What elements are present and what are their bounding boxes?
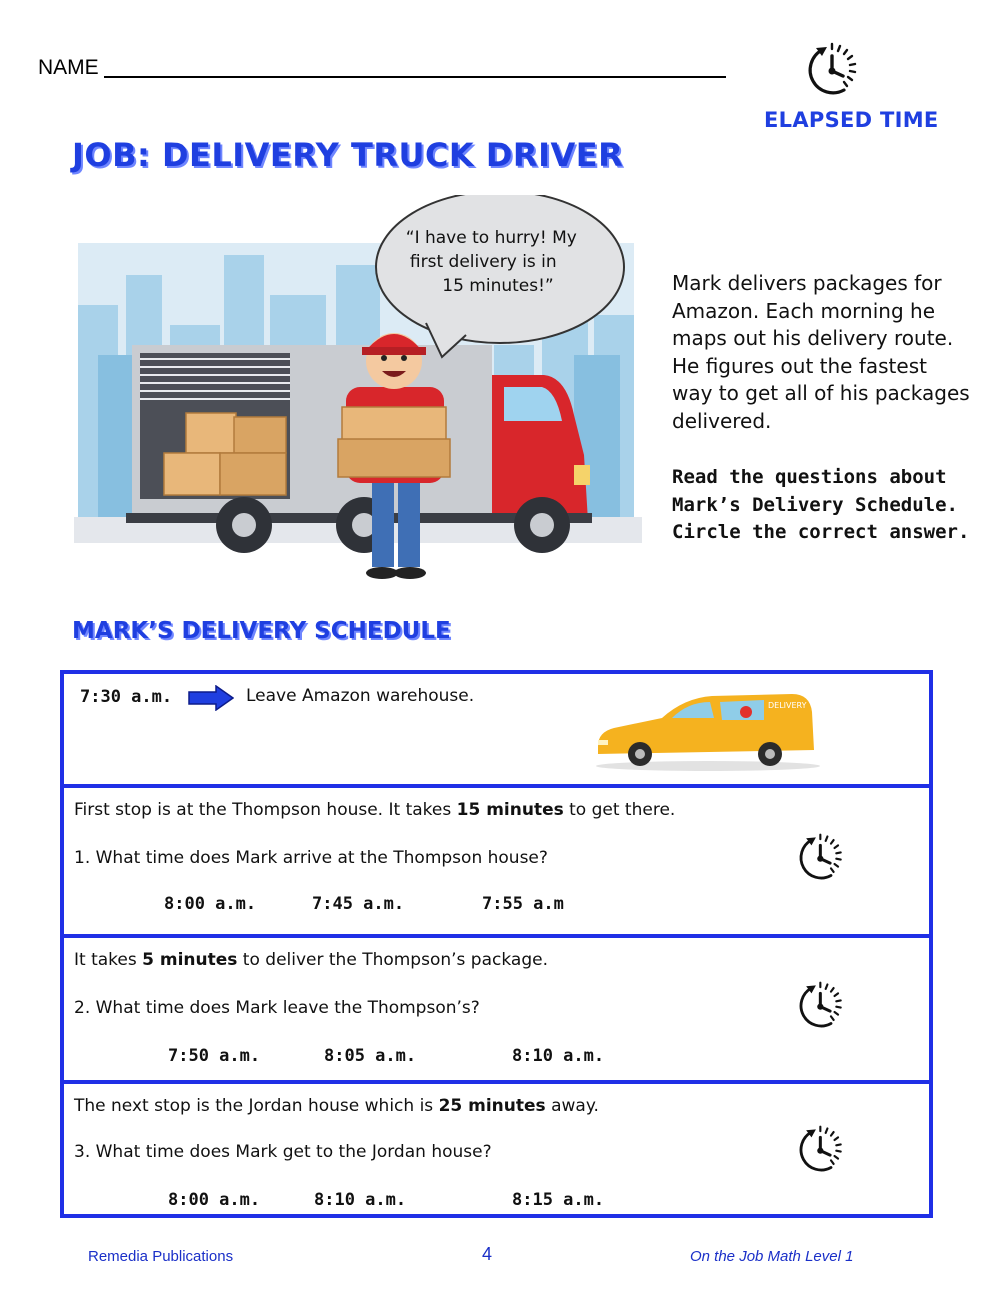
answer-option[interactable]: 7:50 a.m. bbox=[168, 1046, 261, 1066]
name-line[interactable] bbox=[104, 76, 726, 78]
delivery-van-icon bbox=[592, 688, 824, 772]
clock-icon bbox=[792, 828, 854, 884]
speech-line-3: 15 minutes!” bbox=[442, 276, 554, 296]
clock-icon bbox=[800, 38, 870, 98]
arrow-right-icon bbox=[188, 685, 234, 711]
schedule-table bbox=[60, 670, 933, 1218]
question-statement: The next stop is the Jordan house which is 25 minutes away. bbox=[74, 1096, 599, 1116]
intro-paragraph: Mark delivers packages for Amazon. Each morning he maps out his delivery route. He figures out the fastest way to get all of his packages delivered. bbox=[672, 271, 970, 433]
schedule-question-row bbox=[64, 788, 929, 938]
delivery-truck-illustration bbox=[74, 195, 642, 590]
schedule-start-row bbox=[64, 674, 929, 788]
question-statement: It takes 5 minutes to deliver the Thompson’s package. bbox=[74, 950, 548, 970]
answer-option[interactable]: 8:10 a.m. bbox=[314, 1190, 407, 1210]
topic-title: ELAPSED TIME bbox=[764, 108, 939, 132]
footer-series: On the Job Math Level 1 bbox=[690, 1248, 854, 1265]
answer-option[interactable]: 8:10 a.m. bbox=[512, 1046, 605, 1066]
footer-publisher: Remedia Publications bbox=[88, 1248, 234, 1265]
instructions: Read the questions about Mark’s Delivery Schedule. Circle the correct answer. bbox=[672, 466, 970, 543]
answer-option[interactable]: 8:15 a.m. bbox=[512, 1190, 605, 1210]
start-text: Leave Amazon warehouse. bbox=[246, 686, 475, 706]
speech-line-1: “I have to hurry! My bbox=[405, 228, 577, 248]
question-text: 1. What time does Mark arrive at the Thompson house? bbox=[74, 848, 548, 868]
answer-option[interactable]: 8:00 a.m. bbox=[168, 1190, 261, 1210]
schedule-question-row bbox=[64, 1084, 929, 1214]
clock-icon bbox=[792, 976, 854, 1032]
start-time: 7:30 a.m. bbox=[80, 687, 173, 707]
answer-option[interactable]: 7:55 a.m bbox=[482, 894, 564, 914]
question-text: 2. What time does Mark leave the Thompson’s? bbox=[74, 998, 480, 1018]
speech-line-2: first delivery is in bbox=[409, 252, 557, 272]
answer-option[interactable]: 8:05 a.m. bbox=[324, 1046, 417, 1066]
answer-option[interactable]: 8:00 a.m. bbox=[164, 894, 257, 914]
page-number: 4 bbox=[482, 1244, 493, 1264]
schedule-question-row bbox=[64, 938, 929, 1084]
schedule-title: MARK’S DELIVERY SCHEDULE bbox=[72, 618, 451, 644]
page-title: JOB: DELIVERY TRUCK DRIVER bbox=[72, 136, 624, 174]
van-label: DELIVERY bbox=[768, 701, 807, 710]
name-label: NAME bbox=[38, 56, 99, 79]
clock-icon bbox=[792, 1120, 854, 1176]
question-text: 3. What time does Mark get to the Jordan house? bbox=[74, 1142, 492, 1162]
question-statement: First stop is at the Thompson house. It takes 15 minutes to get there. bbox=[74, 800, 676, 820]
answer-option[interactable]: 7:45 a.m. bbox=[312, 894, 405, 914]
